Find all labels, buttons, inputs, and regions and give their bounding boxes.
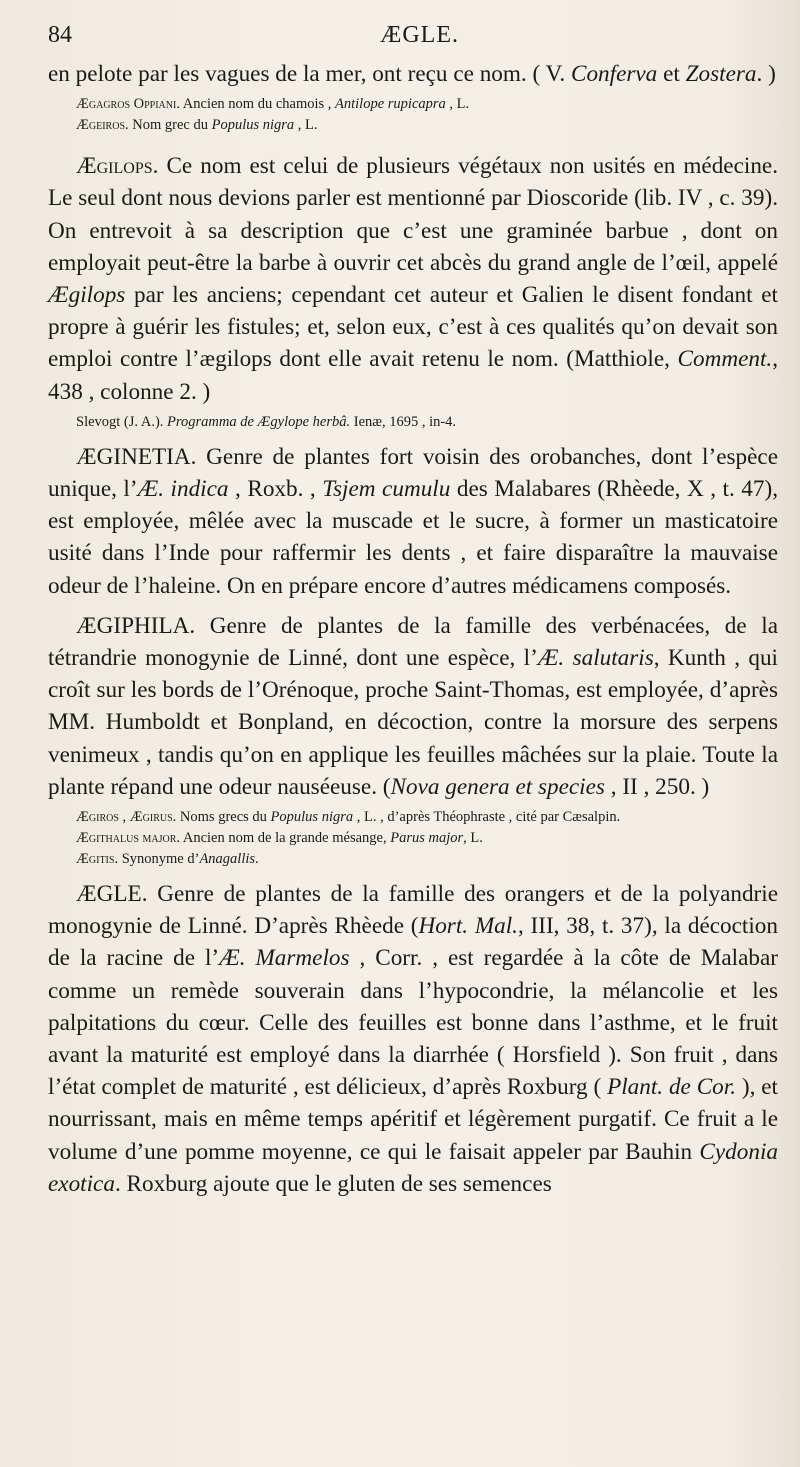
entry-slevogt: Slevogt (J. A.). Programma de Ægylope herbâ. Ienæ, 1695 , in-4.: [76, 413, 457, 430]
entry-aeginetia: ÆGINETIA. Genre de plantes fort voisin des orobanches, dont l’espèce unique, l’Æ. indica , Roxb. , Tsjem cumulu des Malabares (Rhèede, X , t. 47), est employée, mêlée avec la muscade et le sucre, à former un masticatoire usité dans l’Inde pour raffermir les dents , et faire disparaître la mauvaise odeur de l’haleine. On en prépare encore d’autres médicamens composés.: [48, 443, 779, 599]
entry-aegiros: Ægiros , Ægirus. Noms grecs du Populus nigra , L. , d’après Théophraste , cité par Cæsalpin.: [76, 809, 621, 826]
entry-aegilops: Ægilops. Ce nom est celui de plusieurs végétaux non usités en médecine. Le seul dont nous devions parler est mentionné par Dioscoride (lib. IV , c. 39). On entrevoit à sa description que c’est une graminée barbue , dont on employait peut-être la barbe à ouvrir cet abcès du grand angle de l’œil, appelé Ægilops par les anciens; cependant cet auteur et Galien le disent fondant et propre à guérir les fistules; et, selon eux, c’est à ces qualités qu’on devait son emploi contre l’ægilops dont elle avait retenu le nom. (Matthiole, Comment., 438 , colonne 2. ): [48, 153, 778, 405]
entry-headword: ÆGLE: [76, 881, 142, 908]
page-number: 84: [48, 22, 72, 48]
entry-headword: Ægitis.: [76, 851, 119, 868]
entry-headword: Ægiros , Ægirus.: [76, 809, 177, 826]
entry-aegiphila: ÆGIPHILA. Genre de plantes de la famille des verbénacées, de la tétrandrie monogynie de Linné, dont une espèce, l’Æ. salutaris, Kunth , qui croît sur les bords de l’Orénoque, proche Saint-Thomas, est employée, d’après MM. Humboldt et Bonpland, en décoction, contre la morsure des serpens venimeux , tandis qu’on en applique les feuilles mâchées sur la plaie. Toute la plante répand une odeur nauséeuse. (Nova genera et species , II , 250. ): [48, 612, 778, 800]
entry-headword: Ægeiros.: [76, 117, 129, 134]
page-header: [48, 22, 760, 52]
entry-aegagros: Ægagros Oppiani. Ancien nom du chamois , Antilope rupicapra , L.: [76, 96, 470, 113]
entry-aegle: ÆGLE. Genre de plantes de la famille des orangers et de la polyandrie monogynie de Linné. D’après Rhèede (Hort. Mal., III, 38, t. 37), la décoction de la racine de l’Æ. Marmelos , Corr. , est regardée à la côte de Malabar comme un remède souverain dans l’hypocondrie, la mélancolie et les palpitations du cœur. Celle des feuilles est bonne dans l’asthme, et le fruit avant la maturité est employé dans la diarrhée ( Horsfield ). Son fruit , dans l’état complet de maturité , est délicieux, d’après Roxburg ( Plant. de Cor. ), et nourrissant, mais en même temps apéritif et légèrement purgatif. Ce fruit a le volume d’une pomme moyenne, ce qui le faisait appeler par Bauhin Cydonia exotica. Roxburg ajoute que le gluten de ses semences: [48, 881, 779, 1197]
entry-headword: ÆGINETIA: [76, 443, 191, 470]
entry-headword: Ægilops: [76, 153, 153, 180]
entry-aegeiros: Ægeiros. Nom grec du Populus nigra , L.: [76, 117, 318, 134]
running-head: ÆGLE.: [380, 22, 459, 48]
page-body: [48, 58, 778, 1200]
entry-aegitis: Ægitis. Synonyme d’Anagallis.: [76, 851, 259, 868]
entry-headword: Ægithalus major.: [76, 830, 181, 847]
entry-headword: Ægagros Oppiani.: [76, 96, 180, 113]
entry-aegithalus: Ægithalus major. Ancien nom de la grande mésange, Parus major, L.: [76, 830, 483, 847]
entry-headword: ÆGIPHILA: [76, 612, 190, 639]
entry-intro-continuation: en pelote par les vagues de la mer, ont reçu ce nom. ( V. Conferva et Zostera. ): [48, 61, 776, 87]
